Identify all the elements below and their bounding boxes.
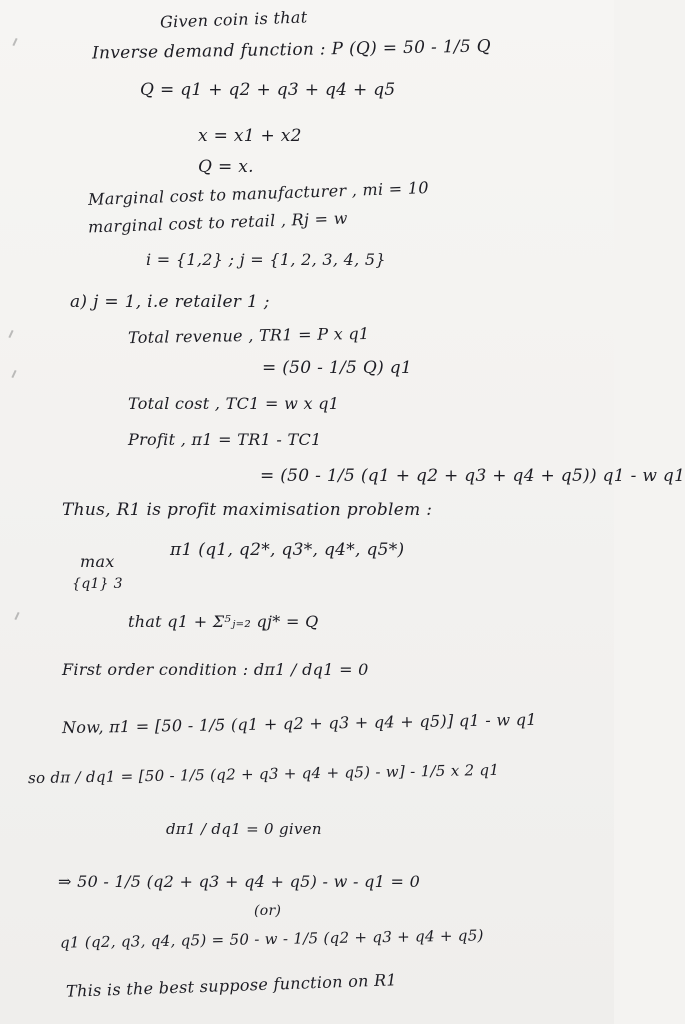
line-q-equals-x: Q = x. bbox=[198, 157, 254, 177]
line-constraint: that q1 + Σ⁵ⱼ₌₂ qj* = Q bbox=[128, 612, 319, 631]
line-marginal-cost-manufacturer: Marginal cost to manufacturer , mi = 10 bbox=[87, 178, 430, 209]
margin-tick bbox=[12, 38, 17, 46]
line-marginal-cost-retail: marginal cost to retail , Rj = w bbox=[87, 208, 348, 237]
margin-tick bbox=[14, 612, 19, 620]
margin-tick bbox=[11, 370, 16, 378]
line-thus: Thus, R1 is profit maximisation problem : bbox=[62, 500, 433, 520]
line-index-sets: i = {1,2} ; j = {1, 2, 3, 4, 5} bbox=[146, 250, 386, 269]
line-revenue-expansion: = (50 - 1/5 Q) q1 bbox=[262, 358, 412, 378]
line-q-sum: Q = q1 + q2 + q3 + q4 + q5 bbox=[140, 80, 396, 100]
line-foc-given: dπ1 / dq1 = 0 given bbox=[166, 820, 322, 838]
line-first-order: First order condition : dπ1 / dq1 = 0 bbox=[62, 660, 369, 679]
margin-tick bbox=[8, 330, 13, 338]
line-total-revenue: Total revenue , TR1 = P x q1 bbox=[127, 323, 370, 348]
line-retailer-1: a) j = 1, i.e retailer 1 ; bbox=[70, 292, 270, 312]
line-inverse-demand: Inverse demand function : P (Q) = 50 - 1/5 Q bbox=[91, 36, 492, 64]
line-total-cost: Total cost , TC1 = w x q1 bbox=[128, 394, 340, 413]
line-now-profit: Now, π1 = [50 - 1/5 (q1 + q2 + q3 + q4 + q5)] q1 - w q1 bbox=[61, 709, 537, 738]
line-or: (or) bbox=[254, 903, 282, 919]
line-conclusion: This is the best suppose function on R1 bbox=[65, 970, 398, 1001]
line-best-response: q1 (q2, q3, q4, q5) = 50 - w - 1/5 (q2 + q3 + q4 + q5) bbox=[59, 926, 484, 952]
line-profit-expansion: = (50 - 1/5 (q1 + q2 + q3 + q4 + q5)) q1 - w q1 bbox=[260, 466, 685, 486]
line-derivative: so dπ / dq1 = [50 - 1/5 (q2 + q3 + q4 + q5) - w] - 1/5 x 2 q1 bbox=[27, 760, 500, 788]
line-max: max bbox=[80, 552, 115, 571]
line-x-sum: x = x1 + x2 bbox=[198, 126, 302, 146]
line-profit: Profit , π1 = TR1 - TC1 bbox=[128, 430, 322, 449]
line-objective: π1 (q1, q2*, q3*, q4*, q5*) bbox=[170, 540, 405, 560]
line-max-subscript: {q1} 3 bbox=[72, 576, 123, 592]
line-implies: ⇒ 50 - 1/5 (q2 + q3 + q4 + q5) - w - q1 = 0 bbox=[58, 872, 421, 891]
line-given: Given coin is that bbox=[159, 7, 308, 32]
